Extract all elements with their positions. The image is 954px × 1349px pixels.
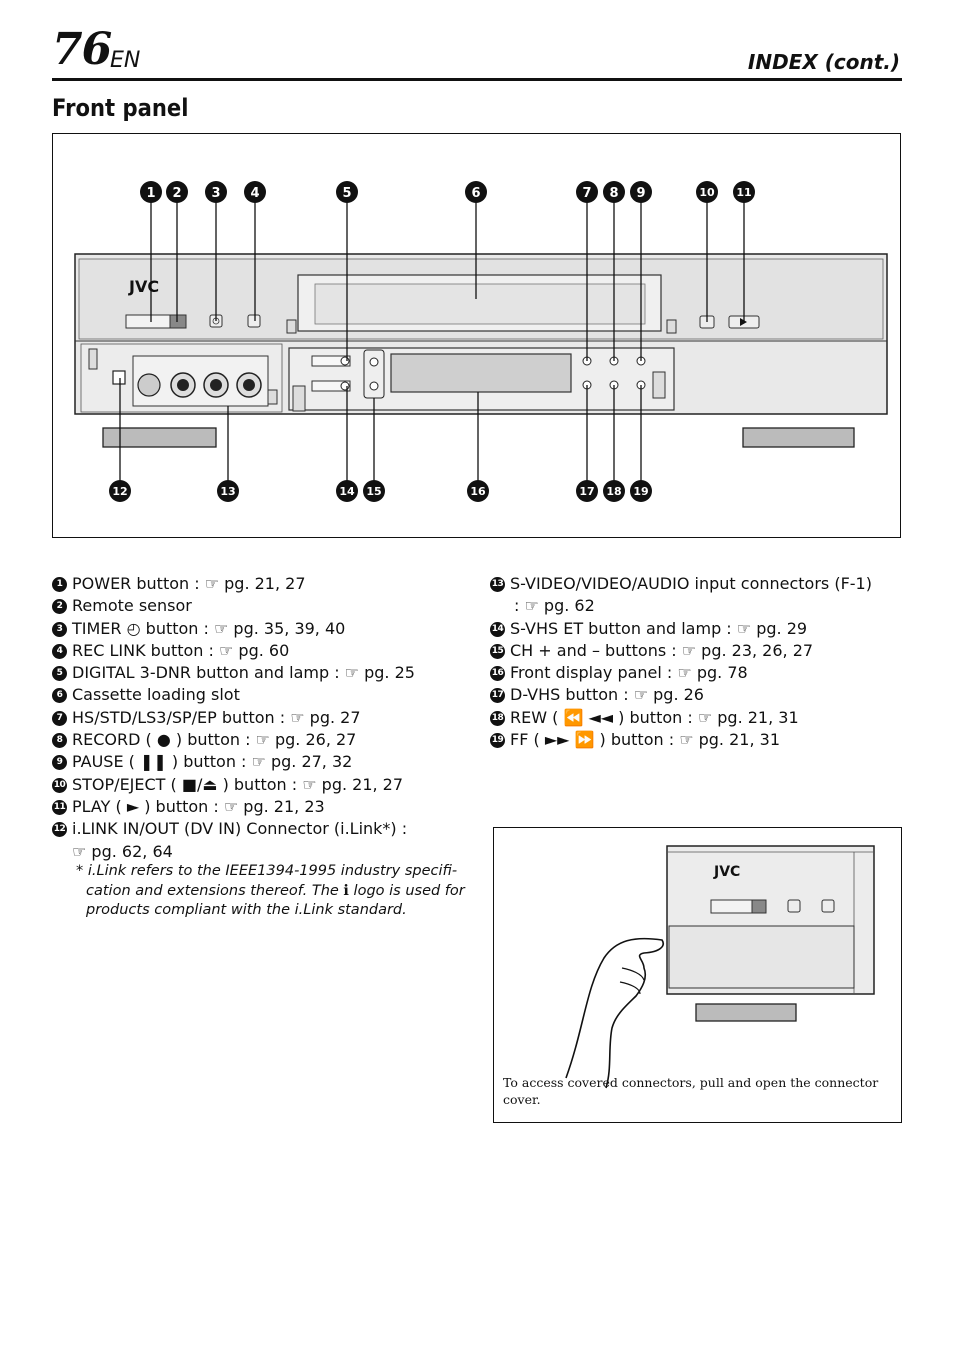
index-list-left — [52, 573, 472, 863]
header-rule — [52, 78, 902, 81]
list-item: 4 REC LINK button : ☞ pg. 60 — [52, 640, 472, 662]
hand-illustration — [566, 939, 663, 1088]
ilink-footnote: * i.Link refers to the IEEE1394-1995 industry specifi- cation and extensions thereof. The ℹ logo is used for products compliant with the i.Link standard. — [76, 863, 465, 918]
list-item: 5 DIGITAL 3-DNR button and lamp : ☞ pg. 25 — [52, 662, 472, 684]
remote-sensor — [170, 315, 186, 328]
callouts-bottom — [109, 480, 652, 502]
list-item: 13 S-VIDEO/VIDEO/AUDIO input connectors (F-1) — [491, 574, 872, 593]
svg-text:15: 15 — [366, 485, 382, 498]
svg-text:1: 1 — [146, 186, 156, 201]
foot-inset — [696, 1004, 796, 1021]
list-item: 17 D-VHS button : ☞ pg. 26 — [491, 685, 704, 705]
svg-text:18: 18 — [606, 485, 622, 498]
list-item-continuation: ☞ pg. 62, 64 — [72, 841, 173, 861]
inset-caption: To access covered connectors, pull and open the connector cover. — [503, 1075, 879, 1107]
svg-text:17: 17 — [579, 485, 595, 498]
jvc-logo-inset: JVC — [714, 864, 741, 880]
list-item: 8 RECORD ( ● ) button : ☞ pg. 26, 27 — [52, 729, 472, 751]
list-item: 9 PAUSE ( ❚❚ ) button : ☞ pg. 27, 32 — [52, 751, 472, 773]
front-panel-figure — [52, 133, 901, 538]
list-item: 11 PLAY ( ► ) button : ☞ pg. 21, 23 — [53, 796, 325, 816]
svg-text:11: 11 — [736, 186, 752, 199]
svg-text:4: 4 — [250, 186, 260, 201]
front-display-panel — [391, 354, 571, 392]
svg-text:14: 14 — [339, 485, 355, 498]
svg-text:8: 8 — [609, 186, 619, 201]
svg-text:2: 2 — [172, 186, 182, 201]
svg-text:5: 5 — [342, 186, 352, 201]
list-item: 6 Cassette loading slot — [52, 684, 472, 706]
svg-text:12: 12 — [112, 485, 128, 498]
svg-text:10: 10 — [699, 186, 715, 199]
list-item: 19 FF ( ►► ⏩ ) button : ☞ pg. 21, 31 — [491, 730, 780, 750]
page-language: EN — [110, 48, 141, 73]
list-item: 1 POWER button : ☞ pg. 21, 27 — [52, 573, 472, 595]
list-item: 12 i.LINK IN/OUT (DV IN) Connector (i.Link*) : — [53, 819, 408, 839]
page-number: 76 — [52, 24, 112, 75]
svg-text:3: 3 — [211, 186, 221, 201]
list-item: 16 Front display panel : ☞ pg. 78 — [491, 663, 748, 683]
vcr-front-panel-illustration — [53, 134, 902, 539]
list-item: 7 HS/STD/LS3/SP/EP button : ☞ pg. 27 — [52, 707, 472, 729]
page-heading: Front panel — [52, 94, 189, 122]
list-item: 15 CH + and – buttons : ☞ pg. 23, 26, 27 — [491, 640, 814, 660]
list-item: 18 REW ( ⏪ ◄◄ ) button : ☞ pg. 21, 31 — [491, 707, 799, 727]
rec-link-button — [248, 315, 260, 327]
svg-text:9: 9 — [636, 186, 646, 201]
right-foot — [743, 428, 854, 447]
section-title: INDEX (cont.) — [747, 50, 900, 74]
svg-text:19: 19 — [633, 485, 649, 498]
svg-text:6: 6 — [471, 186, 481, 201]
list-item: 14 S-VHS ET button and lamp : ☞ pg. 29 — [491, 618, 808, 638]
list-item: 3 TIMER ◴ button : ☞ pg. 35, 39, 40 — [52, 618, 472, 640]
list-item-continuation: : ☞ pg. 62 — [514, 596, 595, 616]
list-item: 10 STOP/EJECT ( ■/⏏ ) button : ☞ pg. 21, 27 — [53, 774, 404, 794]
jvc-logo: JVC — [129, 277, 160, 296]
svg-text:7: 7 — [582, 186, 592, 201]
svg-text:13: 13 — [220, 485, 236, 498]
index-list-right — [490, 573, 910, 751]
svg-text:16: 16 — [470, 485, 486, 498]
list-item: 2 Remote sensor — [52, 595, 472, 617]
ilink-connector — [113, 371, 125, 384]
callouts-top — [140, 181, 755, 203]
